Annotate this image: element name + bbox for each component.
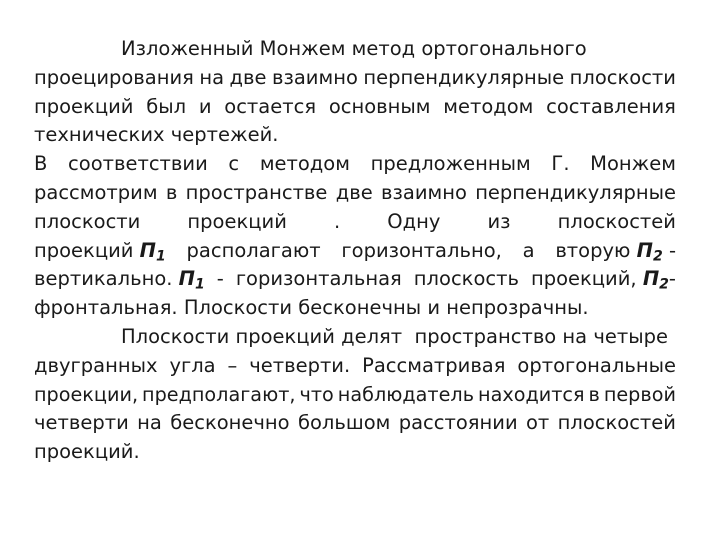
word: вторую <box>555 238 631 262</box>
word: четверти. <box>249 353 351 377</box>
word: на <box>137 411 162 435</box>
word: а <box>522 238 535 262</box>
word: в <box>165 180 178 204</box>
word-group <box>555 237 676 266</box>
word: горизонтально, <box>341 238 502 262</box>
word: двугранных <box>34 353 158 377</box>
word: наблюдатель <box>337 382 475 406</box>
plane-letter: П <box>178 267 195 291</box>
word: проецирования <box>34 65 194 89</box>
word: вертикально. <box>34 267 173 291</box>
word: соответствии <box>68 152 208 176</box>
word: пространстве <box>185 180 328 204</box>
word: плоскости <box>569 65 676 89</box>
word: находится <box>478 382 585 406</box>
plane-symbol-p1 <box>139 238 166 265</box>
word: проекций <box>187 209 287 233</box>
plane-subscript: 1 <box>155 248 166 265</box>
text-line <box>34 179 676 208</box>
word: плоскостей <box>557 411 676 435</box>
word: составления <box>546 94 676 118</box>
word: остается <box>224 94 317 118</box>
word: . <box>333 209 341 233</box>
plane-subscript: 2 <box>659 276 669 293</box>
word: что <box>299 382 334 406</box>
word: бесконечно <box>170 411 290 435</box>
word: располагают <box>186 238 321 262</box>
word: первой <box>603 382 676 406</box>
word: проекций <box>34 238 134 262</box>
text-line <box>34 294 676 323</box>
word: от <box>525 411 550 435</box>
text-line <box>34 352 676 381</box>
text-line <box>34 409 676 438</box>
text-line <box>34 381 676 410</box>
word: две <box>335 180 373 204</box>
word: был <box>146 94 187 118</box>
word-group <box>34 237 166 266</box>
word: Г. <box>551 152 570 176</box>
word: в <box>588 382 600 406</box>
text-line <box>34 323 676 352</box>
word: две <box>229 65 267 89</box>
word: перпендикулярные <box>475 180 676 204</box>
word: большом <box>297 411 391 435</box>
word: - <box>668 267 676 291</box>
text-body <box>34 35 676 467</box>
word-group <box>531 265 676 294</box>
plane-symbol-p2 <box>642 267 669 293</box>
text-segment: Изложенный Монжем метод ортогонального <box>121 37 587 60</box>
plane-letter: П <box>139 238 156 262</box>
text-line <box>34 208 676 237</box>
word: проекций <box>34 94 134 118</box>
text-line <box>34 64 676 93</box>
word: плоскость <box>413 267 519 291</box>
word: проекций, <box>530 267 637 291</box>
word: угла <box>169 353 216 377</box>
word: рассмотрим <box>34 180 158 204</box>
text-segment: технических чертежей. <box>34 123 279 147</box>
text-line <box>34 93 676 122</box>
word: - <box>668 238 676 262</box>
word: - <box>216 267 224 291</box>
word: перпендикулярные <box>363 65 565 89</box>
plane-subscript: 1 <box>195 276 205 293</box>
plane-subscript: 2 <box>652 248 663 265</box>
text-line <box>34 150 676 179</box>
word: проекции, <box>34 382 139 406</box>
word: плоскости <box>34 209 141 233</box>
word: предложенным <box>370 152 531 176</box>
text-line <box>34 438 676 467</box>
word: с <box>228 152 240 176</box>
word-group <box>34 265 205 294</box>
plane-letter: П <box>642 267 660 291</box>
word: из <box>487 209 511 233</box>
word: – <box>227 353 238 377</box>
word: В <box>34 152 48 176</box>
word: методом <box>443 94 534 118</box>
word: на <box>199 65 225 89</box>
word: горизонтальная <box>235 267 402 291</box>
word: взаимно <box>272 65 358 89</box>
word: предполагают, <box>142 382 296 406</box>
word: Монжем <box>590 152 676 176</box>
word: плоскостей <box>557 209 676 233</box>
word: Рассматривая <box>362 353 506 377</box>
text-segment: фронтальная. Плоскости бесконечны и непрозрачны. <box>34 296 589 320</box>
text-line <box>34 265 676 294</box>
plane-symbol-p1 <box>178 267 205 293</box>
word: методом <box>259 152 350 176</box>
text-segment: Плоскости проекций делят пространство на четыре <box>121 324 668 348</box>
word: и <box>198 94 212 118</box>
word: взаимно <box>381 180 467 204</box>
text-line <box>34 121 676 150</box>
word: основным <box>328 94 431 118</box>
plane-symbol-p2 <box>636 238 663 265</box>
text-line <box>34 237 676 266</box>
text-line <box>34 35 676 64</box>
plane-letter: П <box>636 238 653 262</box>
word: ортогональные <box>517 353 676 377</box>
word: Одну <box>387 209 441 233</box>
word: расстоянии <box>398 411 518 435</box>
word: четверти <box>34 411 129 435</box>
text-segment: проекций. <box>34 440 140 464</box>
